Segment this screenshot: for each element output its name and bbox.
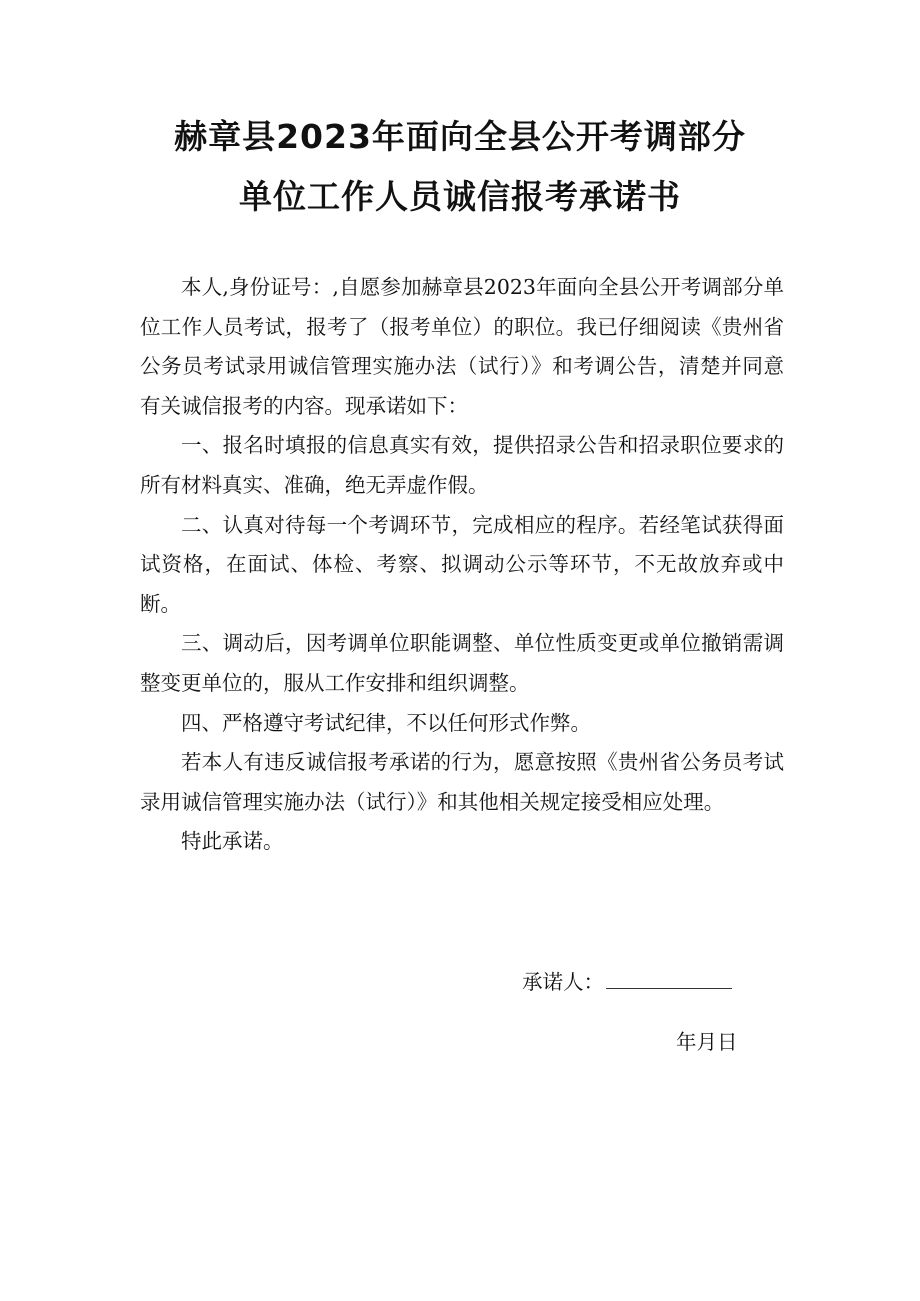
paragraph-commitment-3: 三、调动后，因考调单位职能调整、单位性质变更或单位撤销需调整变更单位的，服从工作安排和组织调整。 (140, 631, 784, 695)
paragraph-violation: 若本人有违反诚信报考承诺的行为，愿意按照《贵州省公务员考试录用诚信管理实施办法（试行）》和其他相关规定接受相应处理。 (140, 750, 784, 814)
document-title-line-1: 赫章县2023年面向全县公开考调部分 (174, 117, 746, 156)
signature-label: 承诺人： (522, 970, 604, 994)
paragraph-intro: 本人,身份证号：,自愿参加赫章县2023年面向全县公开考调部分单位工作人员考试，报考了（报考单位）的职位。我已仔细阅读《贵州省公务员考试录用诚信管理实施办法（试行）》和考调公告，清楚并同意有关诚信报考的内容。现承诺如下： (140, 275, 784, 418)
signature-block (522, 962, 732, 1002)
paragraph-commitment-2: 二、认真对待每一个考调环节，完成相应的程序。若经笔试获得面试资格，在面试、体检、考察、拟调动公示等环节，不无故放弃或中断。 (140, 512, 784, 616)
signature-line (606, 962, 732, 989)
paragraph-commitment-1: 一、报名时填报的信息真实有效，提供招录公告和招录职位要求的所有材料真实、准确，绝无弄虚作假。 (140, 433, 784, 497)
paragraph-closing: 特此承诺。 (181, 829, 284, 854)
paragraph-commitment-4: 四、严格遵守考试纪律，不以任何形式作弊。 (181, 710, 591, 735)
document-title-line-2: 单位工作人员诚信报考承诺书 (239, 177, 681, 216)
date-label: 年月日 (676, 1030, 738, 1054)
document-body (140, 268, 784, 862)
